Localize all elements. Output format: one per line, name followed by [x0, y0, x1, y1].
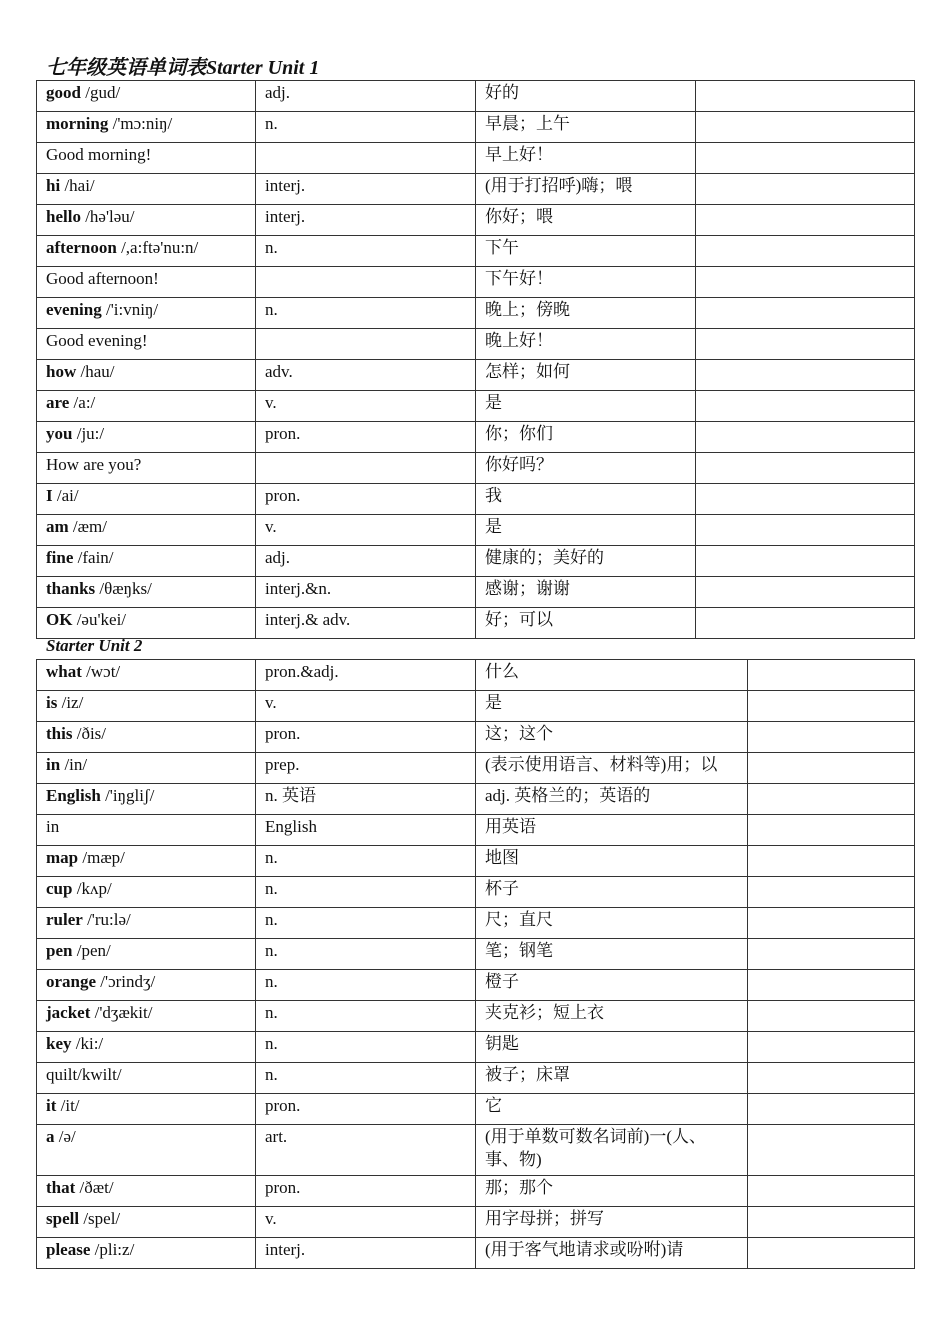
- meaning-cell: 尺；直尺: [476, 908, 748, 939]
- meaning-cell: 这；这个: [476, 722, 748, 753]
- word-cell: [37, 453, 256, 484]
- headword: spell: [46, 1209, 80, 1228]
- unit2-heading: Starter Unit 2: [46, 636, 143, 655]
- extra-cell: [748, 1125, 915, 1176]
- part-of-speech-cell: n.: [256, 908, 476, 939]
- word-cell: [37, 360, 256, 391]
- headword: how: [46, 362, 77, 381]
- extra-cell: [696, 515, 915, 546]
- word-cell: [37, 205, 256, 236]
- headword: hi: [46, 176, 61, 195]
- extra-cell: [748, 1094, 915, 1125]
- meaning-cell: 笔；钢笔: [476, 939, 748, 970]
- part-of-speech-cell: v.: [256, 515, 476, 546]
- extra-cell: [696, 174, 915, 205]
- part-of-speech-cell: n.: [256, 1063, 476, 1094]
- extra-cell: [748, 691, 915, 722]
- meaning-cell: (用于客气地请求或吩咐)请: [476, 1238, 748, 1269]
- meaning-cell: 早晨；上午: [476, 112, 696, 143]
- extra-cell: [748, 784, 915, 815]
- phonetic-text: /it/: [56, 1096, 80, 1115]
- word-cell: [37, 1032, 256, 1063]
- headword: fine: [46, 548, 74, 567]
- extra-cell: [748, 1238, 915, 1269]
- headword: evening: [46, 300, 102, 319]
- meaning-cell: 杯子: [476, 877, 748, 908]
- meaning-cell: 那；那个: [476, 1176, 748, 1207]
- meaning-cell: 地图: [476, 846, 748, 877]
- part-of-speech-cell: n.: [256, 1032, 476, 1063]
- phonetic-text: Good evening!: [46, 331, 148, 350]
- extra-cell: [696, 453, 915, 484]
- part-of-speech-cell: English: [256, 815, 476, 846]
- extra-cell: [696, 81, 915, 112]
- part-of-speech-cell: n.: [256, 970, 476, 1001]
- part-of-speech-cell: pron.: [256, 484, 476, 515]
- meaning-cell: 用英语: [476, 815, 748, 846]
- meaning-cell: (表示使用语言、材料等)用；以: [476, 753, 748, 784]
- word-cell: [37, 484, 256, 515]
- table-row: [37, 112, 915, 143]
- table-row: [37, 691, 915, 722]
- table-row: [37, 484, 915, 515]
- table-row: [37, 267, 915, 298]
- meaning-cell: 好的: [476, 81, 696, 112]
- headword: I: [46, 486, 53, 505]
- part-of-speech-cell: v.: [256, 391, 476, 422]
- word-cell: [37, 422, 256, 453]
- extra-cell: [748, 722, 915, 753]
- phonetic-text: /'ru:lə/: [82, 910, 131, 929]
- phonetic-text: /hə'ləu/: [80, 207, 135, 226]
- table-row: [37, 391, 915, 422]
- phonetic-text: /a:/: [69, 393, 96, 412]
- table-row: [37, 846, 915, 877]
- word-cell: [37, 298, 256, 329]
- extra-cell: [696, 484, 915, 515]
- table-row: [37, 236, 915, 267]
- table-row: [37, 546, 915, 577]
- meaning-cell: 是: [476, 515, 696, 546]
- extra-cell: [696, 205, 915, 236]
- extra-cell: [696, 112, 915, 143]
- phonetic-text: /ə/: [54, 1127, 76, 1146]
- phonetic-text: /ju:/: [72, 424, 105, 443]
- part-of-speech-cell: [256, 329, 476, 360]
- meaning-cell: 晚上；傍晚: [476, 298, 696, 329]
- meaning-cell: 好；可以: [476, 608, 696, 639]
- word-cell: [37, 660, 256, 691]
- headword: good: [46, 83, 81, 102]
- phonetic-text: /ðæt/: [75, 1178, 114, 1197]
- table-row: [37, 577, 915, 608]
- headword: in: [46, 755, 61, 774]
- table-row: [37, 1001, 915, 1032]
- headword: OK: [46, 610, 73, 629]
- phonetic-text: /əu'kei/: [72, 610, 127, 629]
- extra-cell: [748, 1176, 915, 1207]
- phonetic-text: /æm/: [68, 517, 107, 536]
- extra-cell: [748, 970, 915, 1001]
- table-row: [37, 815, 915, 846]
- extra-cell: [696, 391, 915, 422]
- headword: what: [46, 662, 82, 681]
- extra-cell: [696, 360, 915, 391]
- part-of-speech-cell: [256, 267, 476, 298]
- word-cell: [37, 112, 256, 143]
- part-of-speech-cell: adj.: [256, 81, 476, 112]
- extra-cell: [748, 753, 915, 784]
- word-cell: [37, 577, 256, 608]
- phonetic-text: /spel/: [79, 1209, 121, 1228]
- table-row: [37, 1176, 915, 1207]
- word-cell: [37, 329, 256, 360]
- phonetic-text: /'ɔrindʒ/: [96, 972, 156, 991]
- extra-cell: [748, 660, 915, 691]
- word-cell: [37, 877, 256, 908]
- word-cell: [37, 970, 256, 1001]
- extra-cell: [748, 1032, 915, 1063]
- word-cell: [37, 81, 256, 112]
- part-of-speech-cell: n.: [256, 112, 476, 143]
- headword: afternoon: [46, 238, 117, 257]
- meaning-cell: 感谢；谢谢: [476, 577, 696, 608]
- headword: you: [46, 424, 73, 443]
- word-cell: [37, 546, 256, 577]
- part-of-speech-cell: n.: [256, 846, 476, 877]
- table-row: [37, 515, 915, 546]
- part-of-speech-cell: adv.: [256, 360, 476, 391]
- part-of-speech-cell: interj.: [256, 1238, 476, 1269]
- phonetic-text: /pen/: [72, 941, 111, 960]
- extra-cell: [696, 546, 915, 577]
- phonetic-text: Good afternoon!: [46, 269, 159, 288]
- phonetic-text: How are you?: [46, 455, 142, 474]
- phonetic-text: in: [46, 817, 60, 836]
- part-of-speech-cell: n.: [256, 1001, 476, 1032]
- meaning-cell: 你好；喂: [476, 205, 696, 236]
- phonetic-text: /gud/: [80, 83, 121, 102]
- table-row: [37, 174, 915, 205]
- table-row: [37, 784, 915, 815]
- part-of-speech-cell: n.: [256, 939, 476, 970]
- extra-cell: [748, 1207, 915, 1238]
- extra-cell: [696, 329, 915, 360]
- part-of-speech-cell: pron.: [256, 1176, 476, 1207]
- word-cell: [37, 1063, 256, 1094]
- part-of-speech-cell: n.: [256, 236, 476, 267]
- phonetic-text: /θæŋks/: [95, 579, 152, 598]
- meaning-cell: 是: [476, 691, 748, 722]
- table-row: [37, 722, 915, 753]
- part-of-speech-cell: interj.: [256, 174, 476, 205]
- word-cell: [37, 846, 256, 877]
- phonetic-text: /pli:z/: [90, 1240, 135, 1259]
- table-row: [37, 422, 915, 453]
- part-of-speech-cell: [256, 453, 476, 484]
- phonetic-text: /iz/: [57, 693, 84, 712]
- page-title: 七年级英语单词表Starter Unit 1: [46, 57, 320, 79]
- phonetic-text: /'mɔ:niŋ/: [108, 114, 173, 133]
- word-cell: [37, 1094, 256, 1125]
- meaning-cell: 用字母拼；拼写: [476, 1207, 748, 1238]
- meaning-cell: 早上好！: [476, 143, 696, 174]
- meaning-cell: 什么: [476, 660, 748, 691]
- phonetic-text: quilt/kwilt/: [46, 1065, 122, 1084]
- table-row: [37, 1238, 915, 1269]
- table-row: [37, 81, 915, 112]
- table-row: [37, 908, 915, 939]
- meaning-cell: 夹克衫；短上衣: [476, 1001, 748, 1032]
- headword: this: [46, 724, 73, 743]
- table-row: [37, 143, 915, 174]
- meaning-cell: 晚上好！: [476, 329, 696, 360]
- headword: map: [46, 848, 79, 867]
- part-of-speech-cell: pron.: [256, 422, 476, 453]
- meaning-cell: 你好吗？: [476, 453, 696, 484]
- word-cell: [37, 608, 256, 639]
- extra-cell: [696, 422, 915, 453]
- meaning-cell: 是: [476, 391, 696, 422]
- word-cell: [37, 515, 256, 546]
- table-row: [37, 939, 915, 970]
- table-row: [37, 298, 915, 329]
- unit2-vocab-table: [36, 659, 915, 1269]
- headword: are: [46, 393, 70, 412]
- part-of-speech-cell: interj.&n.: [256, 577, 476, 608]
- part-of-speech-cell: interj.: [256, 205, 476, 236]
- headword: it: [46, 1096, 57, 1115]
- part-of-speech-cell: n. 英语: [256, 784, 476, 815]
- extra-cell: [748, 1063, 915, 1094]
- unit1-vocab-table: [36, 80, 915, 639]
- word-cell: [37, 815, 256, 846]
- word-cell: [37, 908, 256, 939]
- part-of-speech-cell: v.: [256, 691, 476, 722]
- part-of-speech-cell: interj.& adv.: [256, 608, 476, 639]
- word-cell: [37, 267, 256, 298]
- extra-cell: [696, 298, 915, 329]
- headword: please: [46, 1240, 91, 1259]
- word-cell: [37, 939, 256, 970]
- phonetic-text: /ðis/: [72, 724, 107, 743]
- extra-cell: [748, 908, 915, 939]
- part-of-speech-cell: art.: [256, 1125, 476, 1176]
- table-row: [37, 360, 915, 391]
- table-row: [37, 329, 915, 360]
- word-cell: [37, 1176, 256, 1207]
- meaning-cell: 橙子: [476, 970, 748, 1001]
- extra-cell: [748, 815, 915, 846]
- headword: pen: [46, 941, 73, 960]
- extra-cell: [696, 577, 915, 608]
- table-row: [37, 1207, 915, 1238]
- phonetic-text: /ai/: [52, 486, 79, 505]
- headword: am: [46, 517, 69, 536]
- table-row: [37, 608, 915, 639]
- word-cell: [37, 391, 256, 422]
- meaning-cell: 怎样；如何: [476, 360, 696, 391]
- extra-cell: [696, 267, 915, 298]
- phonetic-text: /ki:/: [71, 1034, 104, 1053]
- meaning-cell: 被子；床罩: [476, 1063, 748, 1094]
- table-row: [37, 453, 915, 484]
- headword: morning: [46, 114, 109, 133]
- word-cell: [37, 753, 256, 784]
- table-row: [37, 1125, 915, 1176]
- table-row: [37, 205, 915, 236]
- word-cell: [37, 236, 256, 267]
- part-of-speech-cell: n.: [256, 877, 476, 908]
- phonetic-text: /hai/: [60, 176, 95, 195]
- phonetic-text: /in/: [60, 755, 88, 774]
- phonetic-text: /'i:vniŋ/: [101, 300, 159, 319]
- word-cell: [37, 1207, 256, 1238]
- meaning-cell: 你；你们: [476, 422, 696, 453]
- meaning-cell: 下午好！: [476, 267, 696, 298]
- headword: thanks: [46, 579, 96, 598]
- part-of-speech-cell: pron.: [256, 722, 476, 753]
- meaning-cell: 钥匙: [476, 1032, 748, 1063]
- headword: jacket: [46, 1003, 91, 1022]
- phonetic-text: /mæp/: [78, 848, 125, 867]
- extra-cell: [748, 939, 915, 970]
- part-of-speech-cell: prep.: [256, 753, 476, 784]
- headword: English: [46, 786, 101, 805]
- meaning-cell: adj. 英格兰的；英语的: [476, 784, 748, 815]
- table-row: [37, 1032, 915, 1063]
- phonetic-text: /,a:ftə'nu:n/: [116, 238, 199, 257]
- part-of-speech-cell: pron.&adj.: [256, 660, 476, 691]
- headword: a: [46, 1127, 55, 1146]
- phonetic-text: Good morning!: [46, 145, 152, 164]
- word-cell: [37, 1001, 256, 1032]
- word-cell: [37, 691, 256, 722]
- meaning-cell: 我: [476, 484, 696, 515]
- meaning-cell: (用于单数可数名词前)一(人、事、物): [476, 1125, 748, 1176]
- phonetic-text: /kʌp/: [72, 879, 112, 898]
- headword: key: [46, 1034, 72, 1053]
- extra-cell: [696, 236, 915, 267]
- headword: hello: [46, 207, 81, 226]
- meaning-cell: 下午: [476, 236, 696, 267]
- headword: that: [46, 1178, 76, 1197]
- word-cell: [37, 1125, 256, 1176]
- table-row: [37, 877, 915, 908]
- table-row: [37, 1094, 915, 1125]
- extra-cell: [748, 846, 915, 877]
- table-row: [37, 753, 915, 784]
- headword: cup: [46, 879, 73, 898]
- meaning-cell: 健康的；美好的: [476, 546, 696, 577]
- meaning-cell: 它: [476, 1094, 748, 1125]
- part-of-speech-cell: adj.: [256, 546, 476, 577]
- word-cell: [37, 784, 256, 815]
- word-cell: [37, 722, 256, 753]
- phonetic-text: /'dʒækit/: [90, 1003, 153, 1022]
- table-row: [37, 1063, 915, 1094]
- part-of-speech-cell: v.: [256, 1207, 476, 1238]
- meaning-cell: (用于打招呼)嗨；喂: [476, 174, 696, 205]
- extra-cell: [748, 1001, 915, 1032]
- headword: is: [46, 693, 58, 712]
- extra-cell: [696, 608, 915, 639]
- phonetic-text: /wɔt/: [81, 662, 121, 681]
- phonetic-text: /hau/: [76, 362, 115, 381]
- phonetic-text: /'iŋgliʃ/: [100, 786, 155, 805]
- word-cell: [37, 143, 256, 174]
- headword: orange: [46, 972, 97, 991]
- part-of-speech-cell: pron.: [256, 1094, 476, 1125]
- part-of-speech-cell: [256, 143, 476, 174]
- table-row: [37, 970, 915, 1001]
- extra-cell: [748, 877, 915, 908]
- phonetic-text: /fain/: [73, 548, 114, 567]
- extra-cell: [696, 143, 915, 174]
- headword: ruler: [46, 910, 83, 929]
- word-cell: [37, 1238, 256, 1269]
- part-of-speech-cell: n.: [256, 298, 476, 329]
- word-cell: [37, 174, 256, 205]
- table-row: [37, 660, 915, 691]
